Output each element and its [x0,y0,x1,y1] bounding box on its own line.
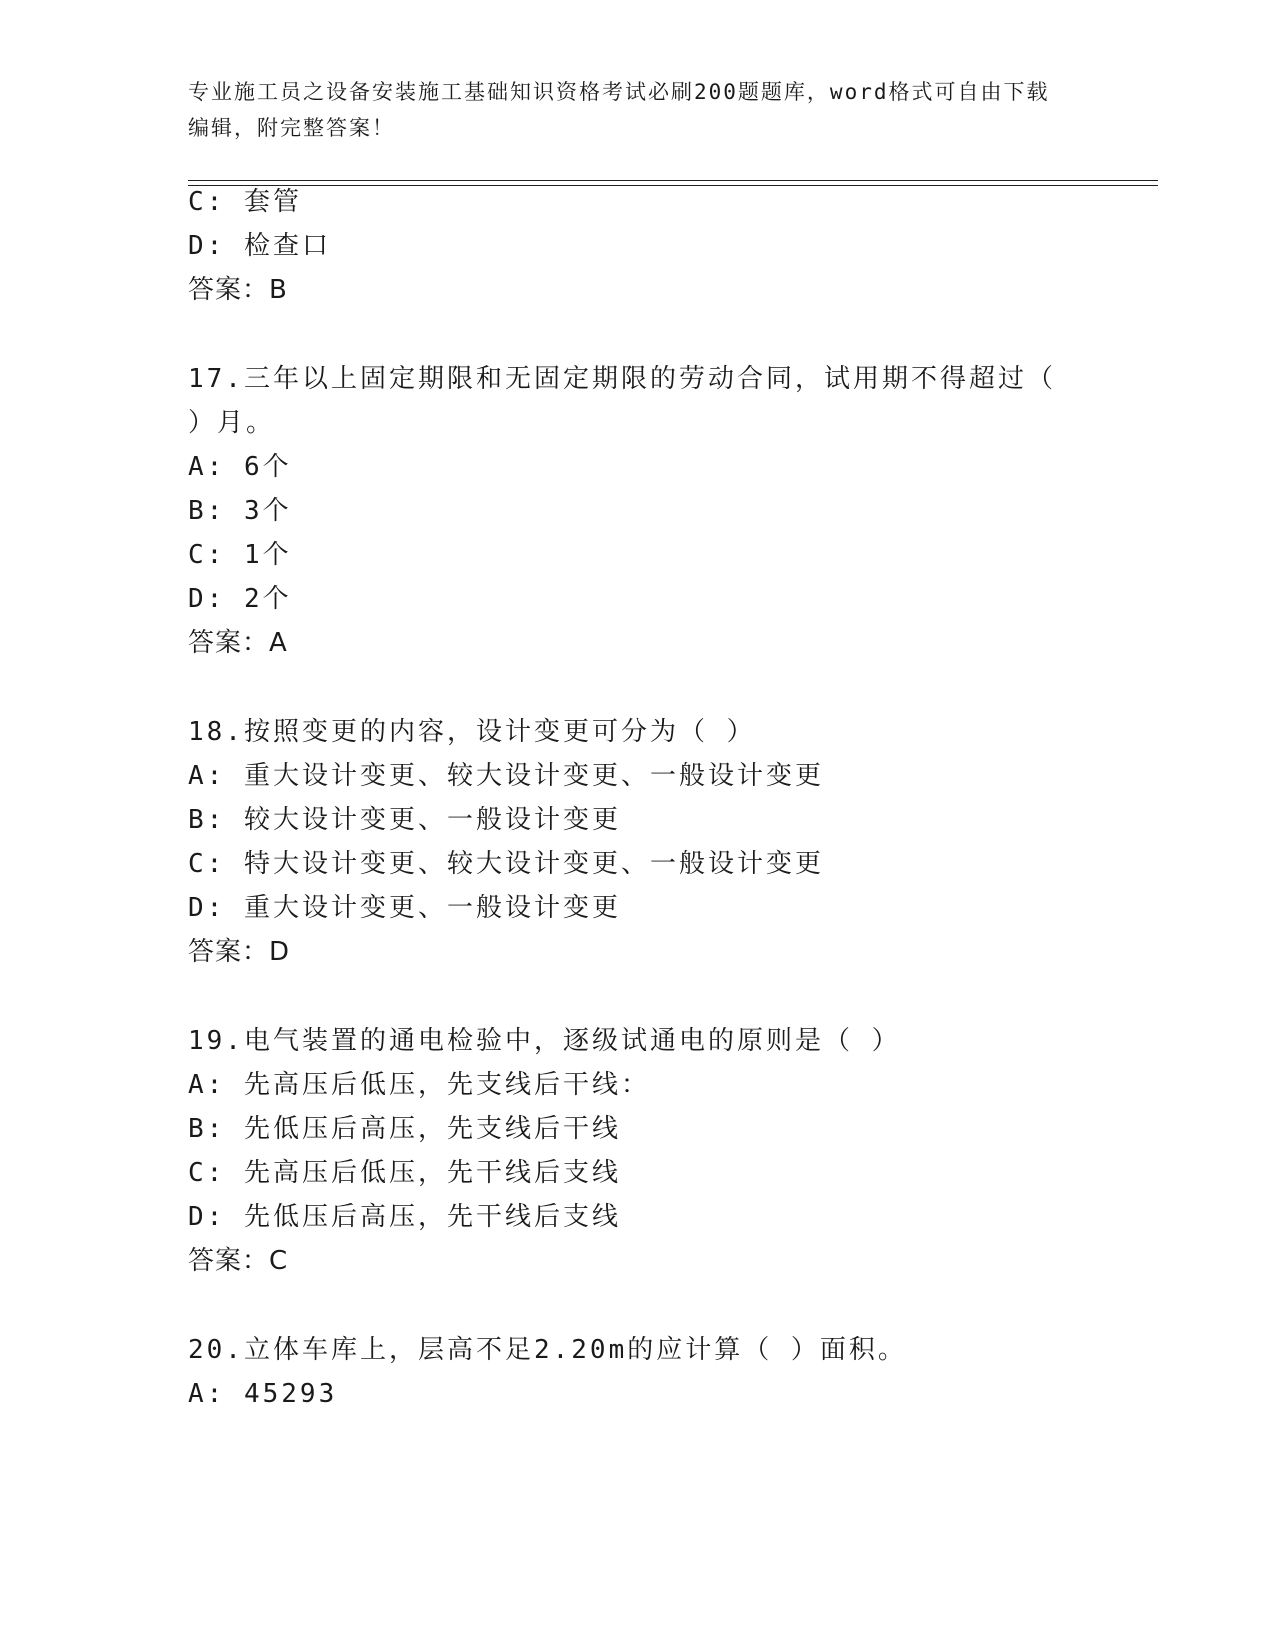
question-17-option-a: A: 6个 [188,452,292,482]
question-17-answer: 答案：A [188,628,288,658]
answer-line: 答案：B [188,275,288,305]
question-18-option-b: B: 较大设计变更、一般设计变更 [188,805,621,835]
option-d: D: 检查口 [188,231,331,261]
question-20-option-a: A: 45293 [188,1379,338,1409]
question-18-option-c: C: 特大设计变更、较大设计变更、一般设计变更 [188,849,824,879]
question-17-option-d: D: 2个 [188,584,292,614]
question-18-option-d: D: 重大设计变更、一般设计变更 [188,893,621,923]
question-17-option-c: C: 1个 [188,540,292,570]
question-19-option-a: A: 先高压后低压，先支线后干线： [188,1070,650,1100]
question-20-stem: 20.立体车库上，层高不足2.20m的应计算（ ）面积。 [188,1335,907,1365]
option-c: C: 套管 [188,187,302,217]
header-divider [188,180,1158,181]
document-title: 专业施工员之设备安装施工基础知识资格考试必刷200题题库，word格式可自由下载编辑，附完整答案！ [188,80,1050,140]
question-19-option-b: B: 先低压后高压，先支线后干线 [188,1114,621,1144]
header-divider-secondary [188,185,1158,186]
question-18-option-a: A: 重大设计变更、较大设计变更、一般设计变更 [188,761,824,791]
question-19-option-d: D: 先低压后高压，先干线后支线 [188,1202,621,1232]
question-19-stem: 19.电气装置的通电检验中，逐级试通电的原则是（ ） [188,1026,901,1056]
question-17-option-b: B: 3个 [188,496,292,526]
question-19-option-c: C: 先高压后低压，先干线后支线 [188,1158,621,1188]
question-17-stem-continued: ）月。 [188,408,276,438]
question-18-stem: 18.按照变更的内容，设计变更可分为（ ） [188,717,756,747]
question-19-answer: 答案：C [188,1246,289,1276]
question-18-answer: 答案：D [188,937,291,967]
question-17-stem: 17.三年以上固定期限和无固定期限的劳动合同，试用期不得超过（ [188,364,1056,394]
